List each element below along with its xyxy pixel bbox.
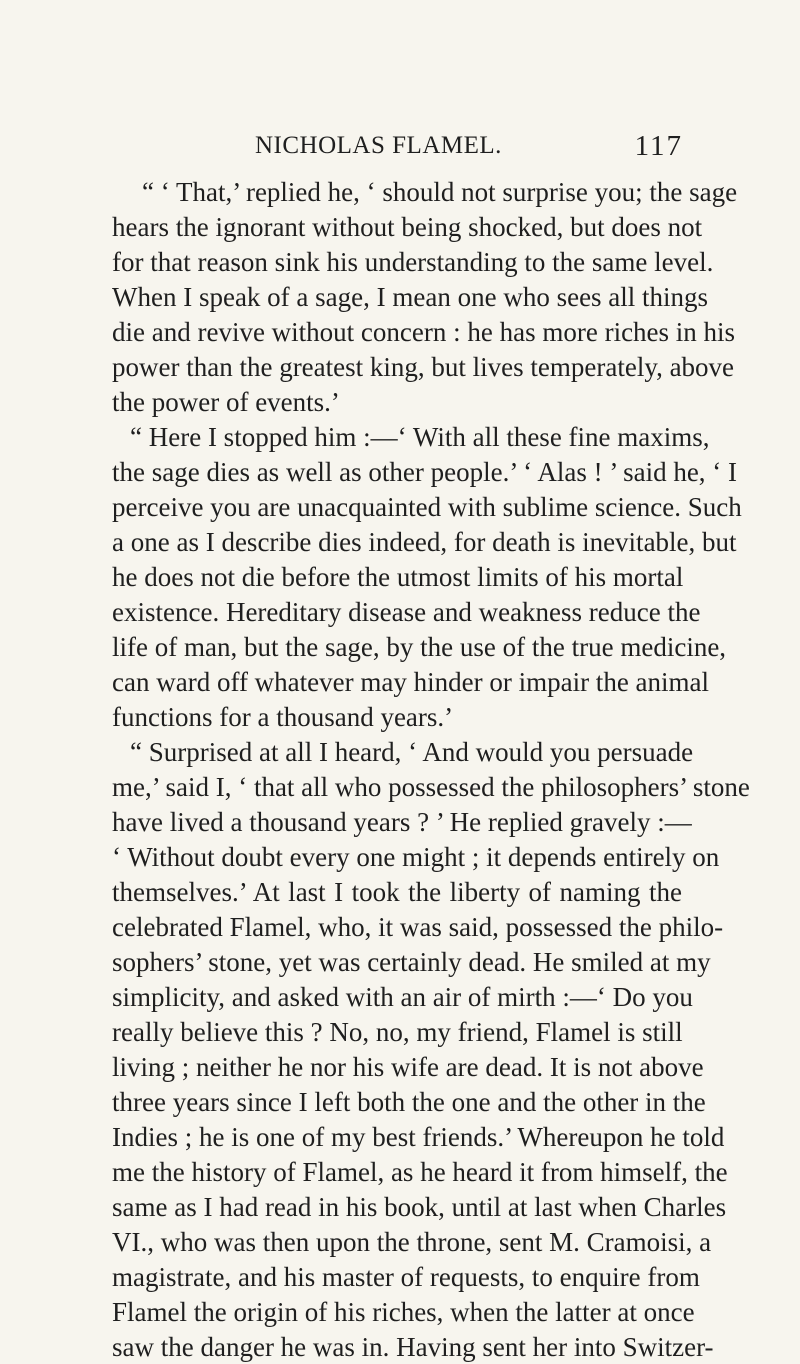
page-number: 117 [634, 130, 683, 162]
text-line: for that reason sink his understanding to the same level. [112, 247, 714, 277]
text-line: life of man, but the sage, by the use of the true medicine, [112, 632, 727, 662]
text-line: me the history of Flamel, as he heard it from himself, the [112, 1157, 728, 1187]
text-line: “ ‘ That,’ replied he, ‘ should not surprise you; the sage [142, 177, 738, 207]
text-line: existence. Hereditary disease and weakness reduce the [112, 597, 701, 627]
text-line: simplicity, and asked with an air of mirth :—‘ Do you [112, 982, 693, 1012]
text-line: living ; neither he nor his wife are dead. It is not above [112, 1052, 704, 1082]
text-line: a one as I describe dies indeed, for death is inevitable, but [112, 527, 737, 557]
text-line: Indies ; he is one of my best friends.’ Whereupon he told [112, 1122, 725, 1152]
text-line: ‘ Without doubt every one might ; it depends entirely on [112, 842, 720, 872]
text-line: Flamel the origin of his riches, when the latter at once [112, 1297, 695, 1327]
text-line: “ Here I stopped him :—‘ With all these fine maxims, [130, 422, 710, 452]
text-line: saw the danger he was in. Having sent her into Switzer- [112, 1332, 714, 1362]
text-line: me,’ said I, ‘ that all who possessed the philosophers’ stone [112, 772, 750, 802]
text-line: magistrate, and his master of requests, to enquire from [112, 1262, 700, 1292]
text-line: hears the ignorant without being shocked, but does not [112, 212, 703, 242]
text-line: power than the greatest king, but lives temperately, above [112, 352, 735, 382]
text-line: celebrated Flamel, who, it was said, possessed the philo- [112, 912, 724, 942]
text-line: die and revive without concern : he has more riches in his [112, 317, 736, 347]
text-line: functions for a thousand years.’ [112, 702, 454, 732]
text-line: same as I had read in his book, until at last when Charles [112, 1192, 727, 1222]
text-line: the sage dies as well as other people.’ ‘ Alas ! ’ said he, ‘ I [112, 457, 738, 487]
text-line: the power of events.’ [112, 387, 340, 417]
text-line: he does not die before the utmost limits of his mortal [112, 562, 684, 592]
running-head [255, 130, 685, 170]
running-title: NICHOLAS FLAMEL. [255, 132, 502, 159]
text-line: perceive you are unacquainted with sublime science. Such [112, 492, 742, 522]
text-line: have lived a thousand years ? ’ He replied gravely :— [112, 807, 692, 837]
text-line: can ward off whatever may hinder or impair the animal [112, 667, 710, 697]
text-line: When I speak of a sage, I mean one who sees all things [112, 282, 709, 312]
text-line: “ Surprised at all I heard, ‘ And would you persuade [130, 737, 694, 767]
text-line: VI., who was then upon the throne, sent M. Cramoisi, a [112, 1227, 712, 1257]
text-line: three years since I left both the one and the other in the [112, 1087, 706, 1117]
text-line: really believe this ? No, no, my friend, Flamel is still [112, 1017, 683, 1047]
text-line: themselves.’ At last I took the liberty of naming the [112, 877, 682, 907]
text-line: sophers’ stone, yet was certainly dead. He smiled at my [112, 947, 711, 977]
